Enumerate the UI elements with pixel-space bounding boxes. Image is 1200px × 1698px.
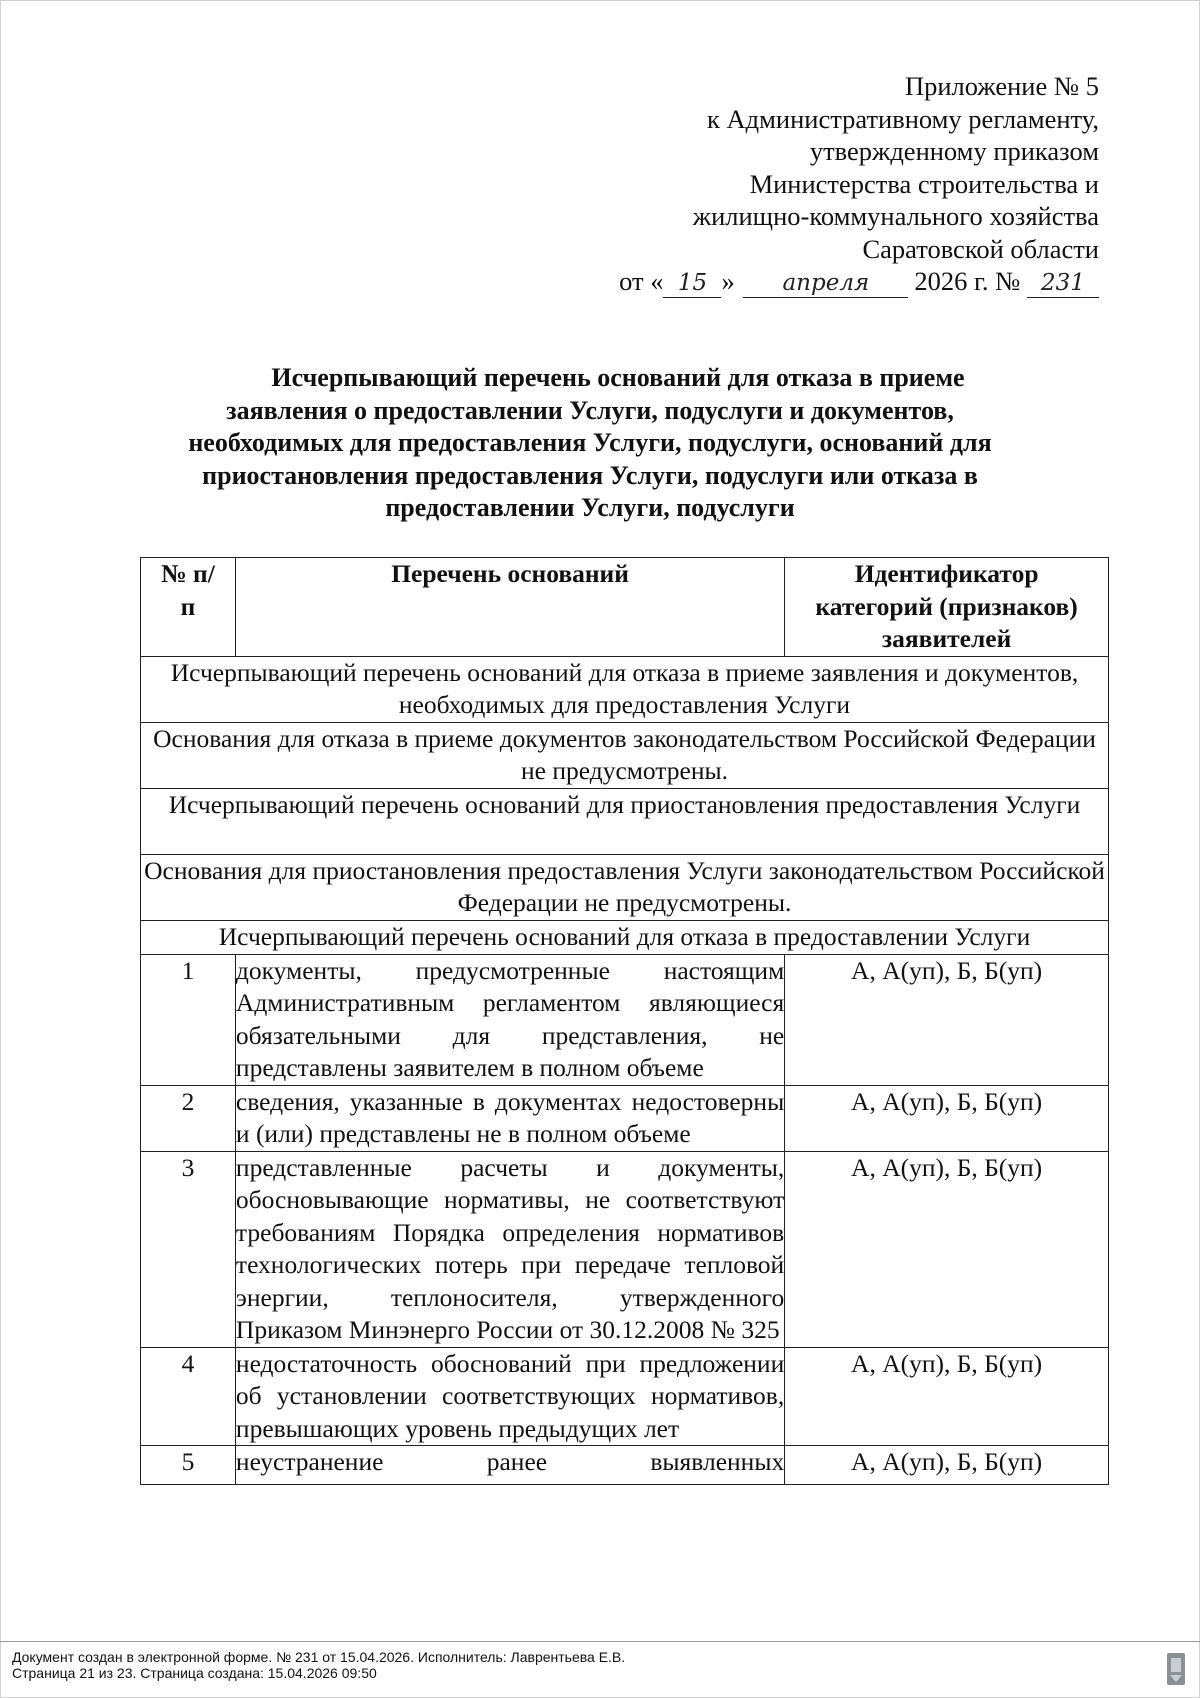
row-identifier: А, А(уп), Б, Б(уп): [785, 1347, 1109, 1446]
date-year: 2026 г. №: [914, 266, 1021, 296]
date-prefix: от «: [619, 266, 664, 296]
handwritten-order-number: 231: [1027, 269, 1099, 298]
row-number: 2: [141, 1085, 236, 1151]
row-ground-text: представленные расчеты и документы, обосновывающие нормативы, не соответствуют требованиям Порядка определения нормативов технологических потерь при передаче тепловой энергии, теплоносителя, утвержденного Приказом Минэнерго России от 30.12.2008 № 325: [235, 1151, 784, 1347]
title-line: Исчерпывающий перечень оснований для отказа в приеме: [271, 363, 965, 392]
row-ground-text: сведения, указанные в документах недостоверны и (или) представлены не в полном объеме: [235, 1085, 784, 1151]
table-row: [141, 1151, 1109, 1347]
header-line: утвержденному приказом: [809, 136, 1099, 166]
section-cell: Исчерпывающий перечень оснований для приостановления предоставления Услуги: [141, 788, 1109, 854]
document-footer: [12, 1649, 625, 1681]
row-ground-text: документы, предусмотренные настоящим Административным регламентом являющиеся обязательными для представления, не представлены заявителем в полном объеме: [235, 954, 784, 1085]
table-row: [141, 1085, 1109, 1151]
row-number: 5: [141, 1446, 236, 1485]
section-row: [141, 788, 1109, 854]
header-line: Министерства строительства и: [749, 168, 1099, 199]
footer-line: Документ создан в электронной форме. № 231 от 15.04.2026. Исполнитель: Лаврентьева Е.В.: [12, 1649, 626, 1665]
row-number: 4: [141, 1347, 236, 1446]
row-identifier: А, А(уп), Б, Б(уп): [785, 954, 1109, 1085]
appendix-header: [539, 70, 1099, 298]
row-ground-text: неустранение ранее выявленных: [235, 1446, 784, 1485]
title-line: заявления о предоставлении Услуги, подуслуги и документов,: [226, 395, 954, 425]
row-identifier: А, А(уп), Б, Б(уп): [785, 1085, 1109, 1151]
grounds-table: [140, 557, 1109, 1485]
header-line: Саратовской области: [862, 233, 1099, 264]
row-number: 1: [141, 954, 236, 1085]
title-line: приостановления предоставления Услуги, подуслуги или отказа в: [202, 460, 978, 490]
title-line: предоставлении Услуги, подуслуги: [385, 493, 795, 522]
row-number: 3: [141, 1151, 236, 1347]
title-line: необходимых для предоставления Услуги, подуслуги, оснований для: [188, 428, 992, 457]
row-identifier: А, А(уп), Б, Б(уп): [785, 1446, 1109, 1485]
table-row: [141, 1347, 1109, 1446]
row-identifier: А, А(уп), Б, Б(уп): [785, 1151, 1109, 1347]
footer-line: Страница 21 из 23. Страница создана: 15.04.2026 09:50: [12, 1665, 377, 1681]
header-line: Приложение № 5: [904, 71, 1099, 101]
header-line: жилищно-коммунального хозяйства: [692, 201, 1099, 231]
header-num: № п/п: [141, 558, 236, 657]
table-header-row: [141, 558, 1109, 657]
section-cell: Основания для приостановления предоставления Услуги законодательством Российской Федерации не предусмотрены.: [141, 854, 1109, 920]
order-date-line: [539, 265, 1099, 298]
section-row: [141, 656, 1109, 722]
section-cell: Исчерпывающий перечень оснований для отказа в предоставлении Услуги: [141, 920, 1109, 954]
section-cell: Исчерпывающий перечень оснований для отказа в приеме заявления и документов, необходимых для предоставления Услуги: [141, 656, 1109, 722]
table-row: [141, 954, 1109, 1085]
handwritten-day: 15: [663, 269, 721, 298]
footer-divider: [0, 1641, 1200, 1642]
header-grounds: Перечень оснований: [235, 558, 784, 657]
header-identifier: Идентификатор категорий (признаков) заявителей: [785, 558, 1109, 657]
handwritten-month: апреля: [743, 269, 908, 298]
coat-of-arms-icon: [1166, 1651, 1186, 1687]
section-cell: Основания для отказа в приеме документов законодательством Российской Федерации не предусмотрены.: [141, 722, 1109, 788]
section-row: [141, 854, 1109, 920]
section-row: [141, 920, 1109, 954]
row-ground-text: недостаточность обоснований при предложении об установлении соответствующих нормативов, превышающих уровень предыдущих лет: [235, 1347, 784, 1446]
document-title: [150, 362, 1030, 525]
section-row: [141, 722, 1109, 788]
table-row: [141, 1446, 1109, 1485]
header-line: к Административному регламенту,: [707, 103, 1099, 134]
date-mid: »: [721, 266, 735, 296]
